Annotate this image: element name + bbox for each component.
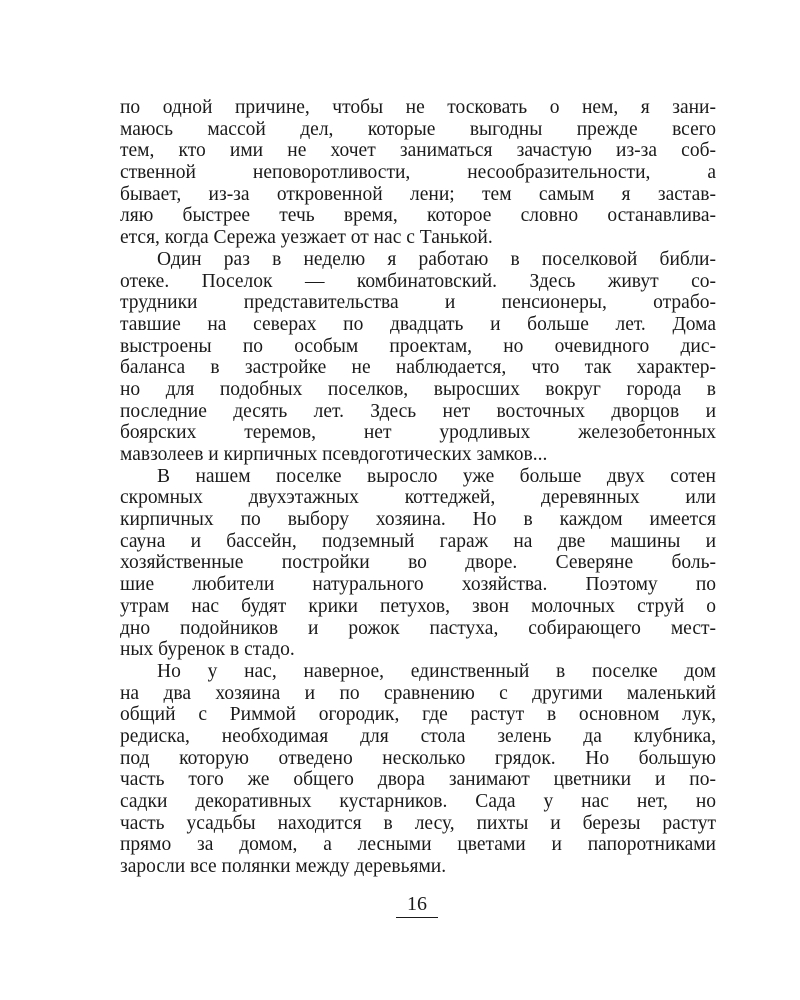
- paragraph: [120, 661, 716, 878]
- text-line: заросли все полянки между деревьями.: [120, 856, 447, 878]
- text-line: редиска, необходимая для стола зелень да клубника,: [120, 725, 716, 747]
- text-line: бывает, из-за откровенной лени; тем самым я застав-: [120, 183, 716, 205]
- text-line: баланса в застройке не наблюдается, что так характер-: [120, 357, 716, 379]
- text-line: боярских теремов, нет уродливых железобетонных: [120, 422, 716, 444]
- text-line: по одной причине, чтобы не тосковать о нем, я зани-: [120, 97, 716, 118]
- text-line: ется, когда Сережа уезжает от нас с Танькой.: [120, 227, 493, 249]
- text-line: хозяйственные постройки во дворе. Северяне боль-: [120, 552, 716, 574]
- paragraph: [120, 97, 716, 249]
- paragraph: [120, 466, 716, 661]
- page-number: 16: [396, 892, 438, 918]
- text-line: мавзолеев и кирпичных псевдоготических замков...: [120, 444, 548, 465]
- text-line: Но у нас, наверное, единственный в поселке дом: [157, 660, 716, 682]
- text-line: часть усадьбы находится в лесу, пихты и березы растут: [120, 812, 716, 834]
- text-line: на два хозяина и по сравнению с другими маленький: [120, 682, 716, 704]
- text-line: утрам нас будят крики петухов, звон молочных струй о: [120, 595, 716, 617]
- text-line: тем, кто ими не хочет заниматься зачастую из-за соб-: [120, 140, 716, 162]
- text-line: тавшие на северах по двадцать и больше лет. Дома: [120, 313, 716, 335]
- text-line: сауна и бассейн, подземный гараж на две машины и: [120, 530, 716, 552]
- text-line: отеке. Поселок — комбинатовский. Здесь живут со-: [120, 270, 716, 292]
- text-line: последние десять лет. Здесь нет восточных дворцов и: [120, 400, 716, 422]
- text-line: ственной неповоротливости, несообразительности, а: [120, 162, 716, 184]
- body-text: [120, 97, 716, 878]
- text-line: общий с Риммой огородик, где растут в основном лук,: [120, 704, 716, 726]
- text-line: но для подобных поселков, выросших вокруг города в: [120, 378, 716, 400]
- text-line: прямо за домом, а лесными цветами и папоротниками: [120, 834, 716, 856]
- paragraph: [120, 249, 716, 466]
- text-line: ных буренок в стадо.: [120, 639, 295, 661]
- text-line: часть того же общего двора занимают цветники и по-: [120, 769, 716, 791]
- text-line: трудники представительства и пенсионеры, отрабо-: [120, 292, 716, 314]
- text-line: Один раз в неделю я работаю в поселковой библи-: [157, 248, 716, 270]
- text-line: шие любители натурального хозяйства. Поэтому по: [120, 574, 716, 596]
- text-line: выстроены по особым проектам, но очевидного дис-: [120, 335, 716, 357]
- text-line: В нашем поселке выросло уже больше двух сотен: [157, 465, 716, 487]
- text-line: дно подойников и рожок пастуха, собирающего мест-: [120, 617, 716, 639]
- text-line: садки декоративных кустарников. Сада у нас нет, но: [120, 791, 716, 812]
- text-line: маюсь массой дел, которые выгодны прежде всего: [120, 118, 716, 140]
- text-line: ляю быстрее течь время, которое словно останавлива-: [120, 205, 716, 227]
- text-line: под которую отведено несколько грядок. Но большую: [120, 747, 716, 769]
- text-line: кирпичных по выбору хозяина. Но в каждом имеется: [120, 509, 716, 531]
- text-line: скромных двухэтажных коттеджей, деревянных или: [120, 487, 716, 509]
